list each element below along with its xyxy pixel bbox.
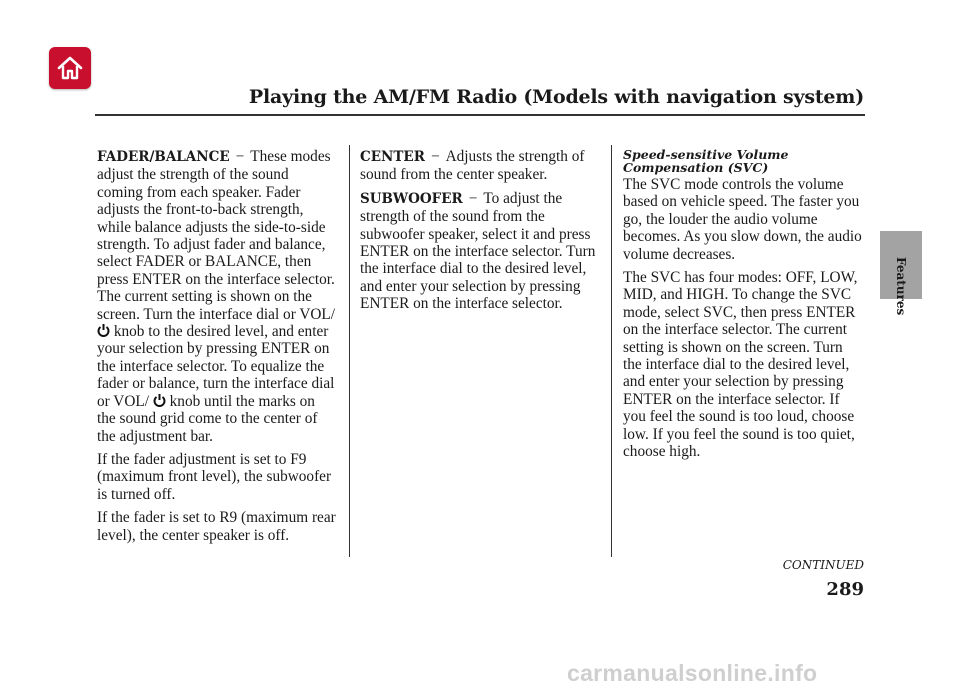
continued-label: CONTINUED — [782, 558, 864, 572]
dash: − — [235, 148, 245, 165]
section-tab-text: Features — [894, 257, 908, 316]
fader-text-a: These modes adjust the strength of the sound coming from each speaker. Fader adjusts the front-to-back strength, while balance adjusts the side-to-side strength. To adjust fader and balance, select FADER or BALANCE, then press ENTER on the interface selector. The current setting is shown on the screen. Turn the interface dial or VOL/ — [97, 148, 336, 323]
center-text: Adjusts the strength of sound from the center speaker. — [360, 148, 585, 184]
section-tab-label — [888, 257, 918, 325]
center-paragraph — [360, 148, 600, 184]
home-button[interactable] — [49, 47, 91, 89]
svc-paragraph-1: The SVC mode controls the volume based on vehicle speed. The faster you go, the louder the audio volume becomes. As you slow down, the audio volume decreases. — [623, 176, 862, 263]
svc-heading-line2: Compensation (SVC) — [623, 160, 769, 175]
svc-heading-line1: Speed-sensitive Volume — [623, 147, 789, 162]
column-divider — [349, 145, 350, 557]
subwoofer-off-note: If the fader adjustment is set to F9 (maximum front level), the subwoofer is turned off. — [97, 450, 332, 503]
power-icon — [97, 323, 110, 337]
page-title: Playing the AM/FM Radio (Models with navigation system) — [248, 86, 864, 108]
fader-text-b: knob to the desired level, and enter your selection by pressing ENTER on the interface selector. To equalize the fader or balance, turn the interface dial or VOL/ — [97, 323, 335, 410]
subwoofer-term: SUBWOOFER — [360, 190, 463, 207]
fader-text-c: knob until the marks on the sound grid come to the center of the adjustment bar. — [97, 392, 318, 445]
svc-paragraph-2: The SVC has four modes: OFF, LOW, MID, and HIGH. To change the SVC mode, select SVC, then press ENTER on the interface selector. The current setting is shown on the screen. Turn the interface dial to the desired level, and enter your selection by pressing ENTER on the interface selector. If you feel the sound is too loud, choose low. If you feel the sound is too quiet, choose high. — [623, 269, 858, 461]
subwoofer-paragraph — [360, 190, 600, 313]
column-divider — [611, 145, 612, 557]
page-number: 289 — [826, 579, 864, 600]
center-term: CENTER — [360, 149, 425, 165]
fader-balance-term: FADER/BALANCE — [97, 149, 230, 165]
home-icon — [56, 54, 84, 82]
subwoofer-text: To adjust the strength of the sound from the subwoofer speaker, select it and press ENTER on the interface selector. Turn the interface dial to the desired level, and enter your selection by pressing ENTER on the interface selector. — [360, 189, 596, 313]
svc-heading — [623, 148, 865, 174]
fader-balance-paragraph — [97, 148, 337, 445]
power-icon — [153, 393, 166, 407]
dash: − — [430, 148, 440, 165]
column-fader-balance — [97, 148, 337, 550]
column-svc — [623, 148, 865, 467]
dash: − — [468, 189, 478, 207]
watermark: carmanualsonline.info — [567, 660, 818, 686]
center-speaker-off-note: If the fader is set to R9 (maximum rear level), the center speaker is off. — [97, 509, 336, 544]
column-center-subwoofer — [360, 148, 600, 319]
title-divider — [95, 114, 865, 116]
